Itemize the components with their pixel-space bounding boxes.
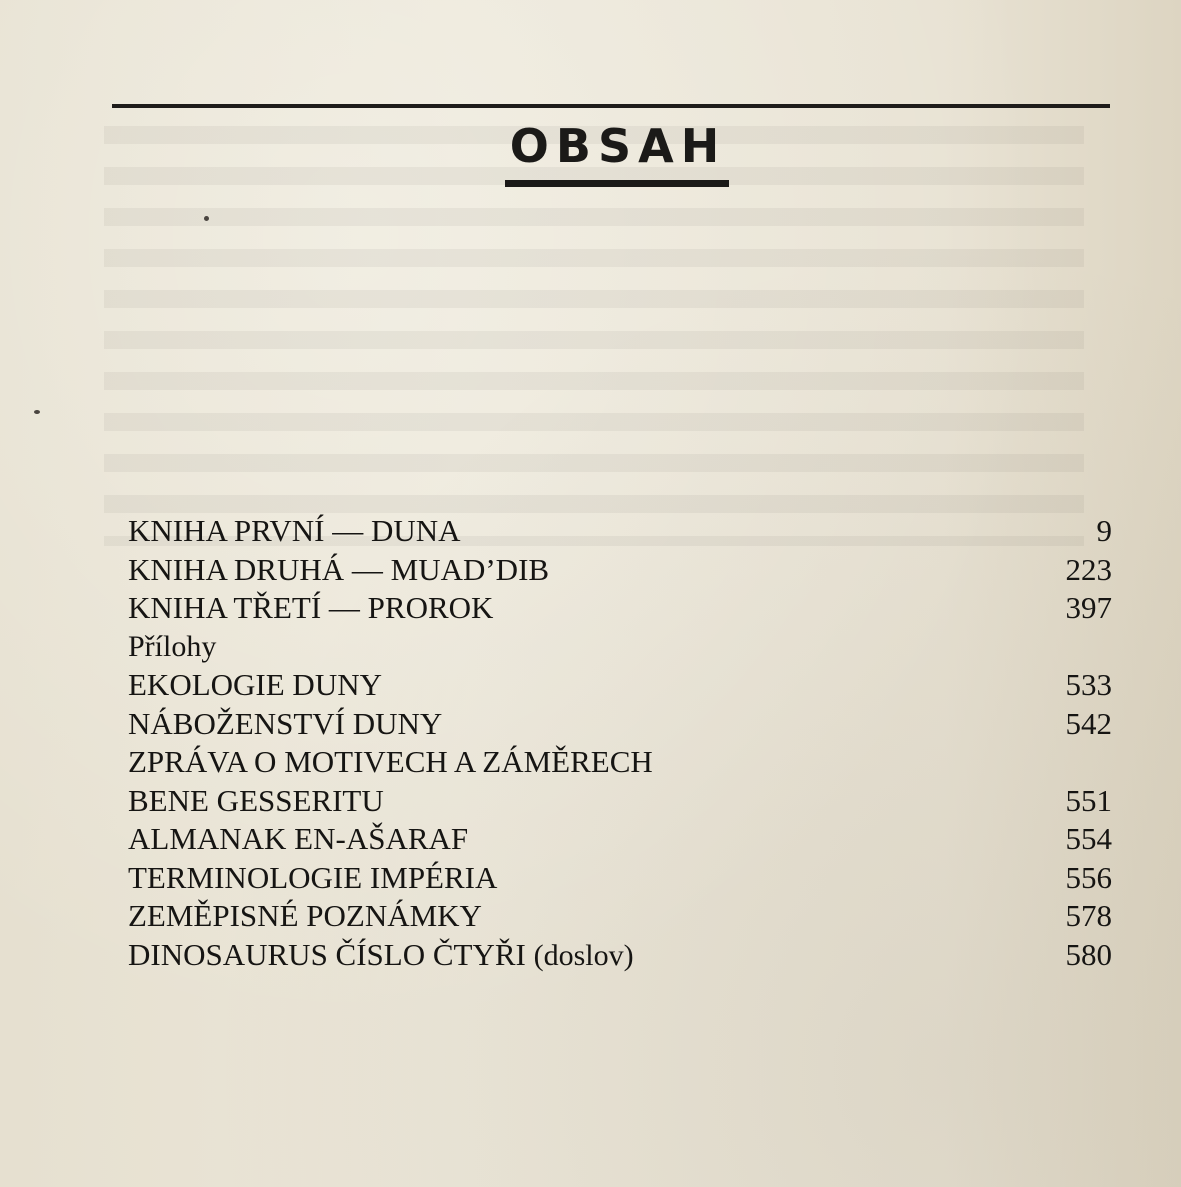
toc-entry[interactable] [128, 589, 1112, 628]
toc-entry[interactable] [128, 820, 1112, 859]
toc-entry[interactable] [128, 551, 1112, 590]
toc-entry-title: EKOLOGIE DUNY [128, 667, 382, 702]
toc-entry-page: 223 [1065, 551, 1112, 587]
toc-entry-title: TERMINOLOGIE IMPÉRIA [128, 859, 498, 895]
toc-entry[interactable] [128, 743, 1112, 782]
toc-entry-page: 533 [1065, 667, 1112, 702]
toc-section-title: Přílohy [128, 629, 217, 663]
toc-entry-title: NÁBOŽENSTVÍ DUNY [128, 705, 443, 741]
table-of-contents [128, 512, 1112, 974]
toc-entry-title: DINOSAURUS ČÍSLO ČTYŘI (doslov) [128, 936, 634, 972]
toc-entry-note: (doslov) [533, 938, 634, 972]
toc-entry-title: KNIHA DRUHÁ — MUAD’DIB [128, 551, 550, 587]
toc-entry-title: ZPRÁVA O MOTIVECH A ZÁMĚRECH [128, 744, 653, 779]
toc-entry-title: ZEMĚPISNÉ POZNÁMKY [128, 898, 482, 933]
toc-entry-page: 9 [1096, 513, 1112, 548]
toc-entry-page: 542 [1065, 705, 1112, 741]
toc-entry[interactable] [128, 782, 1112, 821]
toc-entry-title: ALMANAK EN-AŠARAF [128, 821, 469, 856]
title-underline [505, 180, 729, 187]
bleed-through-text [104, 126, 1084, 546]
toc-entry-title: KNIHA TŘETÍ — PROROK [128, 590, 494, 625]
toc-entry[interactable] [128, 859, 1112, 898]
toc-entry-title: BENE GESSERITU [128, 782, 384, 818]
toc-entry-page: 397 [1065, 590, 1112, 625]
paper-speck [204, 216, 209, 221]
toc-entry-page: 580 [1065, 936, 1112, 972]
top-rule [112, 104, 1110, 108]
page-title: OBSAH [509, 119, 727, 173]
toc-entry[interactable] [128, 512, 1112, 551]
toc-entry[interactable] [128, 897, 1112, 936]
toc-entry-page: 578 [1065, 898, 1112, 933]
toc-entry-title: KNIHA PRVNÍ — DUNA [128, 513, 461, 548]
toc-entry-page: 551 [1065, 782, 1112, 818]
paper-speck [34, 410, 40, 414]
toc-section-heading [128, 628, 1112, 667]
toc-entry[interactable] [128, 705, 1112, 744]
toc-entry-page: 554 [1065, 821, 1112, 856]
toc-entry[interactable] [128, 936, 1112, 975]
toc-entry-page: 556 [1065, 859, 1112, 895]
toc-entry[interactable] [128, 666, 1112, 705]
